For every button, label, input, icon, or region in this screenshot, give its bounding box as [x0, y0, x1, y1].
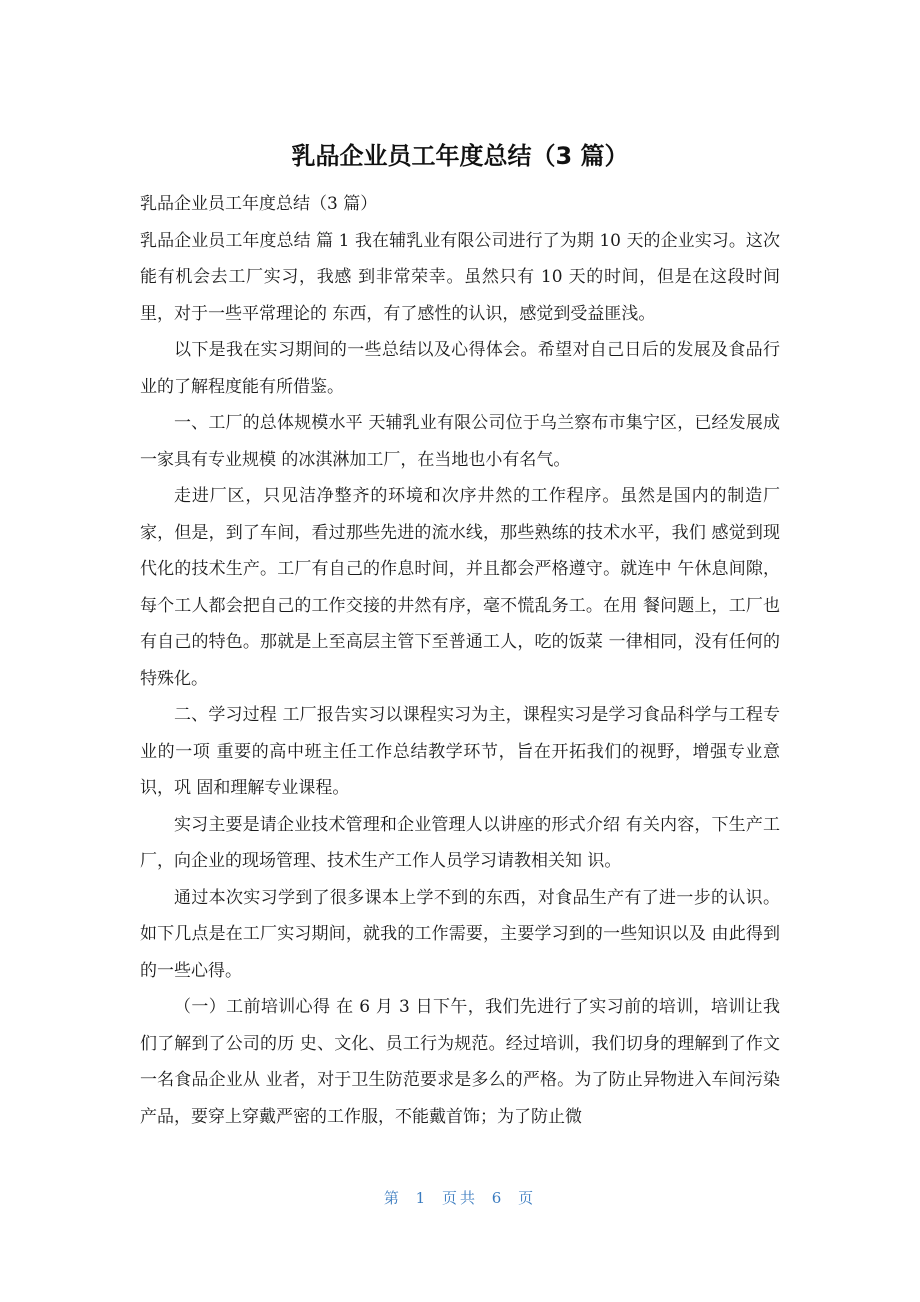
document-body [140, 186, 780, 1135]
paragraph: 实习主要是请企业技术管理和企业管理人以讲座的形式介绍 有关内容，下生产工厂，向企业的现场管理、技术生产工作人员学习请教相关知 识。 [140, 814, 780, 871]
paragraph: 一、工厂的总体规模水平 天辅乳业有限公司位于乌兰察布市集宁区，已经发展成一家具有专业规模 的冰淇淋加工厂，在当地也小有名气。 [140, 413, 780, 470]
paragraph: 通过本次实习学到了很多课本上学不到的东西，对食品生产有了进一步的认识。如下几点是在工厂实习期间，就我的工作需要，主要学习到的一些知识以及 由此得到的一些心得。 [140, 887, 780, 981]
page-number-footer [0, 1186, 920, 1210]
total-page-count: 6 [491, 1189, 505, 1207]
paragraph: 乳品企业员工年度总结 篇 1 我在辅乳业有限公司进行了为期 10 天的企业实习。这次能有机会去工厂实习，我感 到非常荣幸。虽然只有 10 天的时间，但是在这段时间里，对于一些平常理论的 东西，有了感性的认识，感觉到受益匪浅。 [140, 230, 780, 324]
footer-middle: 页共 [441, 1189, 478, 1207]
paragraph: （一）工前培训心得 在 6 月 3 日下午，我们先进行了实习前的培训，培训让我们了解到了公司的历 史、文化、员工行为规范。经过培训，我们切身的理解到了作文一名食品企业从 业者，对于卫生防范要求是多么的严格。为了防止异物进入车间污染产品，要穿上穿戴严密的工作服，不能戴首饰；为了防止微 [140, 997, 780, 1127]
paragraph: 二、学习过程 工厂报告实习以课程实习为主，课程实习是学习食品科学与工程专业的一项 重要的高中班主任工作总结教学环节，旨在开拓我们的视野，增强专业意识，巩 固和理解专业课程。 [140, 705, 780, 798]
paragraph: 走进厂区，只见洁净整齐的环境和次序井然的工作程序。虽然是国内的制造厂家，但是，到了车间，看过那些先进的流水线，那些熟练的技术水平，我们 感觉到现代化的技术生产。工厂有自己的作息时间，并且都会严格遵守。就连中 午休息间隙，每个工人都会把自己的工作交接的井然有序，毫不慌乱务工。在用 餐问题上，工厂也有自己的特色。那就是上至高层主管下至普通工人，吃的饭菜 一律相同，没有任何的特殊化。 [140, 486, 780, 689]
document-title: 乳品企业员工年度总结（3 篇） [291, 142, 629, 170]
footer-prefix: 第 [383, 1189, 402, 1207]
current-page-number: 1 [415, 1189, 429, 1207]
paragraph: 以下是我在实习期间的一些总结以及心得体会。希望对自己日后的发展及食品行业的了解程度能有所借鉴。 [140, 340, 780, 397]
paragraph: 乳品企业员工年度总结（3 篇） [140, 194, 378, 214]
footer-suffix: 页 [518, 1189, 537, 1207]
